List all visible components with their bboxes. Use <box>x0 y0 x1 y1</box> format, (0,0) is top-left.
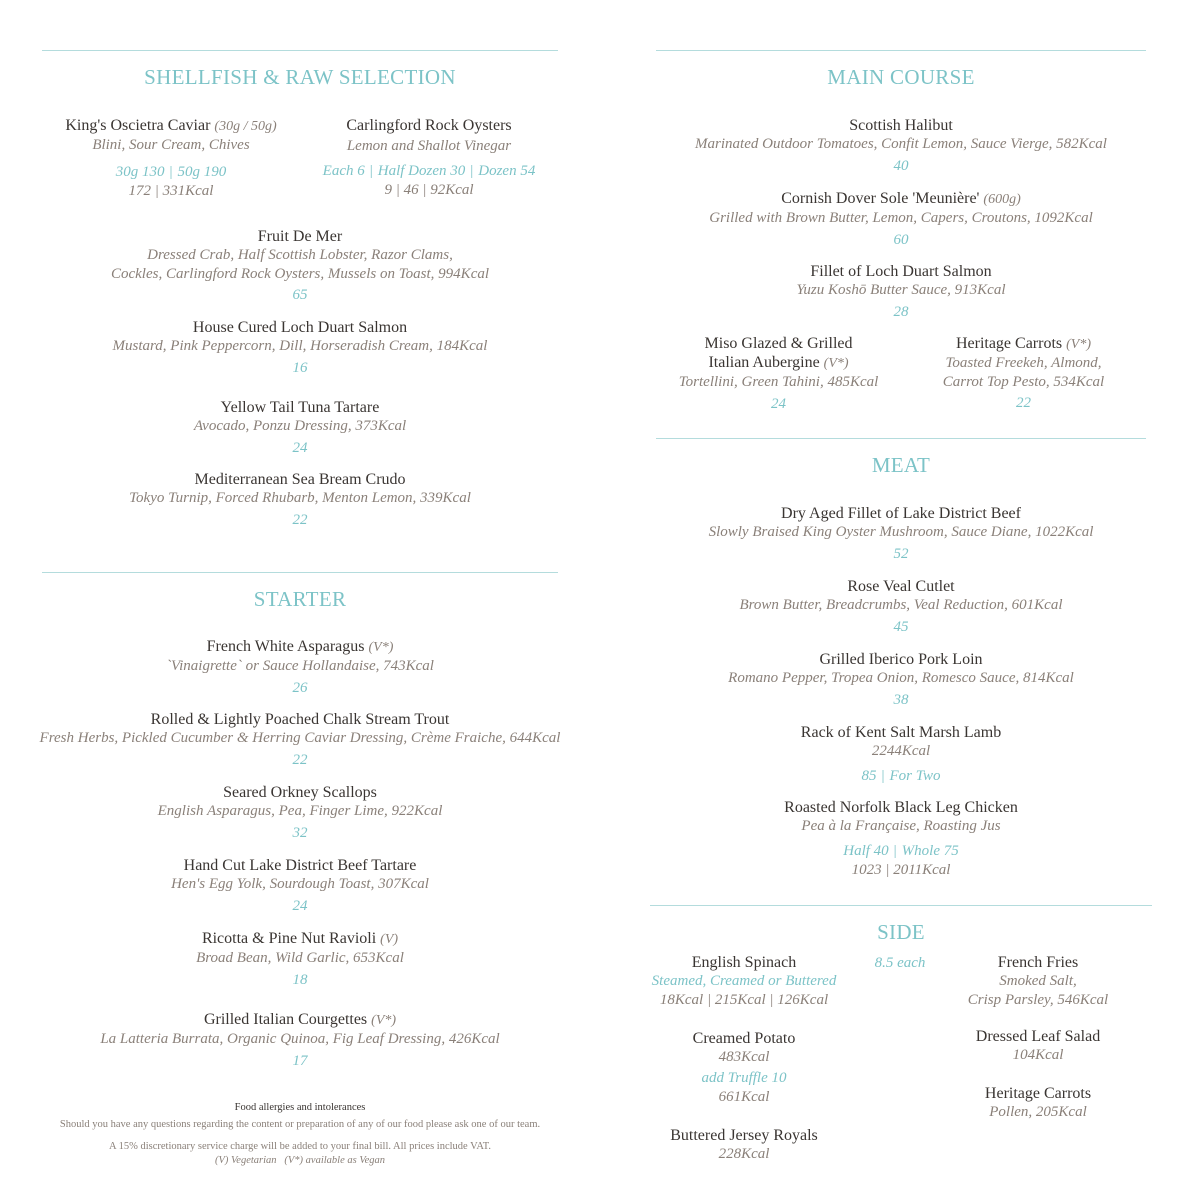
item-price: 24 <box>292 439 308 456</box>
item-price: 60 <box>893 231 909 248</box>
item-name: Heritage Carrots <box>955 335 1063 352</box>
side-price-each: 8.5 each <box>874 955 926 971</box>
menu-item-courgettes <box>42 1010 558 1071</box>
divider <box>656 50 1146 51</box>
menu-item-aubergine <box>656 334 901 414</box>
item-name: English Spinach <box>691 954 797 971</box>
menu-item-fruit-de-mer <box>42 227 558 305</box>
item-name: Rack of Kent Salt Marsh Lamb <box>800 724 1002 741</box>
item-description: Pea à la Française, Roasting Jus <box>801 818 1001 834</box>
item-price: Each 6 | Half Dozen 30 | Dozen 54 <box>322 162 536 179</box>
section-title-side: SIDE <box>877 920 925 944</box>
section-title-shellfish: SHELLFISH & RAW SELECTION <box>144 65 456 89</box>
menu-item-sea-bream <box>42 470 558 530</box>
item-price: 26 <box>292 679 308 696</box>
side-item-leaf-salad <box>928 1027 1148 1064</box>
item-description: Carrot Top Pesto, 534Kcal <box>942 373 1105 390</box>
item-name: Rose Veal Cutlet <box>847 578 955 595</box>
item-price: 18 <box>292 971 308 988</box>
item-price: 28 <box>893 303 909 320</box>
item-name: King's Oscietra Caviar <box>65 117 211 134</box>
menu-item-dover-sole <box>656 189 1146 250</box>
item-description: Lemon and Shallot Vinegar <box>346 138 512 154</box>
item-description: Romano Pepper, Tropea Onion, Romesco Sauce, 814Kcal <box>728 670 1074 686</box>
item-price: 16 <box>292 359 308 376</box>
item-name: Scottish Halibut <box>849 117 953 134</box>
menu-item-caviar <box>42 116 300 200</box>
item-kcal: 9 | 46 | 92Kcal <box>384 181 474 198</box>
menu-item-halibut <box>656 116 1146 176</box>
menu-item-pork-loin <box>656 650 1146 710</box>
item-name: Heritage Carrots <box>984 1085 1092 1102</box>
item-price: 22 <box>1016 395 1031 411</box>
dietary-tag: (V*) <box>368 640 394 655</box>
item-description: Toasted Freekeh, Almond, <box>945 355 1102 371</box>
item-price: 85 | For Two <box>861 767 941 784</box>
dietary-tag: (V*) <box>1066 337 1092 352</box>
item-name: Grilled Italian Courgettes <box>203 1011 368 1028</box>
side-item-creamed-potato <box>634 1029 854 1106</box>
item-kcal: 661Kcal <box>718 1089 770 1105</box>
dietary-tag: (V*) <box>371 1013 397 1028</box>
item-description: Broad Bean, Wild Garlic, 653Kcal <box>196 950 404 966</box>
item-description: Mustard, Pink Peppercorn, Dill, Horseradish Cream, 184Kcal <box>112 338 488 354</box>
item-description: Cockles, Carlingford Rock Oysters, Mussels on Toast, 994Kcal <box>110 265 490 282</box>
item-description: Grilled with Brown Butter, Lemon, Capers, Croutons, 1092Kcal <box>709 210 1093 226</box>
menu-item-tuna-tartare <box>42 398 558 458</box>
item-description: Pollen, 205Kcal <box>989 1104 1087 1120</box>
side-item-spinach <box>634 953 854 1009</box>
divider <box>650 905 1152 906</box>
divider <box>656 438 1146 439</box>
item-name: Buttered Jersey Royals <box>670 1127 818 1144</box>
side-item-french-fries <box>928 953 1148 1009</box>
item-name: Dry Aged Fillet of Lake District Beef <box>781 505 1021 522</box>
side-item-heritage-carrots <box>928 1084 1148 1122</box>
item-name: Dressed Leaf Salad <box>975 1028 1101 1045</box>
menu-item-trout <box>39 710 561 770</box>
item-description: Smoked Salt, <box>999 973 1077 989</box>
item-kcal: 483Kcal <box>718 1049 770 1065</box>
allergy-text: Should you have any questions regarding the content or preparation of any of our food please ask one of our team. <box>59 1119 541 1130</box>
item-description: Brown Butter, Breadcrumbs, Veal Reduction, 601Kcal <box>739 597 1063 613</box>
item-price: 40 <box>893 157 909 174</box>
menu-item-lamb <box>656 723 1146 786</box>
item-description: Yuzu Koshō Butter Sauce, 913Kcal <box>796 282 1006 298</box>
item-name: Cornish Dover Sole 'Meunière' <box>781 190 980 207</box>
side-item-jersey-royals <box>634 1126 854 1163</box>
item-description: Marinated Outdoor Tomatoes, Confit Lemon, Sauce Vierge, 582Kcal <box>695 136 1107 152</box>
item-description: Fresh Herbs, Pickled Cucumber & Herring Caviar Dressing, Crème Fraiche, 644Kcal <box>39 730 561 746</box>
menu-item-ravioli <box>42 929 558 990</box>
item-description: Hen's Egg Yolk, Sourdough Toast, 307Kcal <box>171 876 429 892</box>
item-name: French Fries <box>997 954 1079 971</box>
item-price: 22 <box>292 511 308 528</box>
section-title-main-course: MAIN COURSE <box>827 65 975 89</box>
section-title-meat: MEAT <box>871 453 931 477</box>
item-name: Ricotta & Pine Nut Ravioli <box>201 930 377 947</box>
item-description: `Vinaigrette` or Sauce Hollandaise, 743Kcal <box>166 658 434 674</box>
menu-item-scallops <box>42 783 558 843</box>
item-kcal: 2244Kcal <box>871 743 931 759</box>
item-name: House Cured Loch Duart Salmon <box>192 319 408 336</box>
item-name: Fruit De Mer <box>257 228 343 245</box>
item-name: Hand Cut Lake District Beef Tartare <box>183 857 417 874</box>
footer-notes <box>42 1101 558 1168</box>
item-price: 65 <box>292 287 308 303</box>
menu-item-oysters <box>300 116 558 199</box>
item-description: English Asparagus, Pea, Finger Lime, 922Kcal <box>157 803 443 819</box>
item-size: (600g) <box>983 192 1021 207</box>
item-description: Blini, Sour Cream, Chives <box>92 137 250 153</box>
item-price: 22 <box>292 751 308 768</box>
item-name: Creamed Potato <box>692 1030 796 1047</box>
menu-item-beef-fillet <box>656 504 1146 564</box>
divider <box>42 50 558 51</box>
item-kcal: 172 | 331Kcal <box>128 182 214 199</box>
item-description: La Latteria Burrata, Organic Quinoa, Fig Leaf Dressing, 426Kcal <box>100 1031 500 1047</box>
side-addon: add Truffle 10 <box>701 1070 787 1086</box>
item-name: Rolled & Lightly Poached Chalk Stream Trout <box>150 711 450 728</box>
item-price: 24 <box>292 897 308 914</box>
menu-item-beef-tartare <box>42 856 558 916</box>
item-price: Half 40 | Whole 75 <box>843 842 959 859</box>
menu-item-heritage-carrots-main <box>901 334 1146 413</box>
item-description: Slowly Braised King Oyster Mushroom, Sauce Diane, 1022Kcal <box>708 524 1094 540</box>
menu-item-veal-cutlet <box>656 577 1146 637</box>
item-name: Yellow Tail Tuna Tartare <box>220 399 380 416</box>
item-name: Mediterranean Sea Bream Crudo <box>194 471 406 488</box>
item-name: Italian Aubergine <box>708 354 820 371</box>
item-kcal: 18Kcal | 215Kcal | 126Kcal <box>659 992 829 1008</box>
menu-item-cured-salmon <box>42 318 558 378</box>
item-price: 32 <box>292 824 308 841</box>
item-name: Miso Glazed & Grilled <box>704 335 853 352</box>
item-description: Dressed Crab, Half Scottish Lobster, Razor Clams, <box>147 247 453 263</box>
section-title-starter: STARTER <box>253 587 347 611</box>
item-price: 45 <box>893 618 909 635</box>
dietary-tag: (V*) <box>823 356 849 371</box>
item-description: Tortellini, Green Tahini, 485Kcal <box>678 374 879 390</box>
divider <box>42 572 558 573</box>
item-size: (30g / 50g) <box>214 119 277 134</box>
item-name: Grilled Iberico Pork Loin <box>819 651 983 668</box>
item-description: Crisp Parsley, 546Kcal <box>967 991 1109 1008</box>
service-charge-text: A 15% discretionary service charge will be added to your final bill. All prices include VAT. <box>108 1141 492 1152</box>
item-price: 52 <box>893 545 909 562</box>
dietary-tag: (V) <box>380 932 399 947</box>
item-kcal: 1023 | 2011Kcal <box>851 861 951 878</box>
menu-item-asparagus <box>42 637 558 698</box>
item-kcal: 104Kcal <box>1012 1047 1064 1063</box>
item-name: Fillet of Loch Duart Salmon <box>810 263 992 280</box>
item-description: Avocado, Ponzu Dressing, 373Kcal <box>193 418 407 434</box>
allergy-title: Food allergies and intolerances <box>234 1102 366 1113</box>
item-price: 38 <box>893 691 909 708</box>
item-name: Seared Orkney Scallops <box>223 784 377 801</box>
item-name: French White Asparagus <box>206 638 365 655</box>
menu-item-loch-duart-salmon <box>656 262 1146 322</box>
side-options: Steamed, Creamed or Buttered <box>651 973 837 989</box>
item-name: Carlingford Rock Oysters <box>346 117 512 134</box>
menu-item-chicken <box>656 798 1146 879</box>
item-kcal: 228Kcal <box>718 1146 770 1162</box>
item-price: 30g 130 | 50g 190 <box>115 163 227 180</box>
item-name: Roasted Norfolk Black Leg Chicken <box>784 799 1018 816</box>
item-price: 17 <box>292 1052 308 1069</box>
vegetarian-key: (V) Vegetarian (V*) available as Vegan <box>215 1155 385 1166</box>
item-price: 24 <box>771 395 786 412</box>
item-description: Tokyo Turnip, Forced Rhubarb, Menton Lemon, 339Kcal <box>129 490 471 506</box>
